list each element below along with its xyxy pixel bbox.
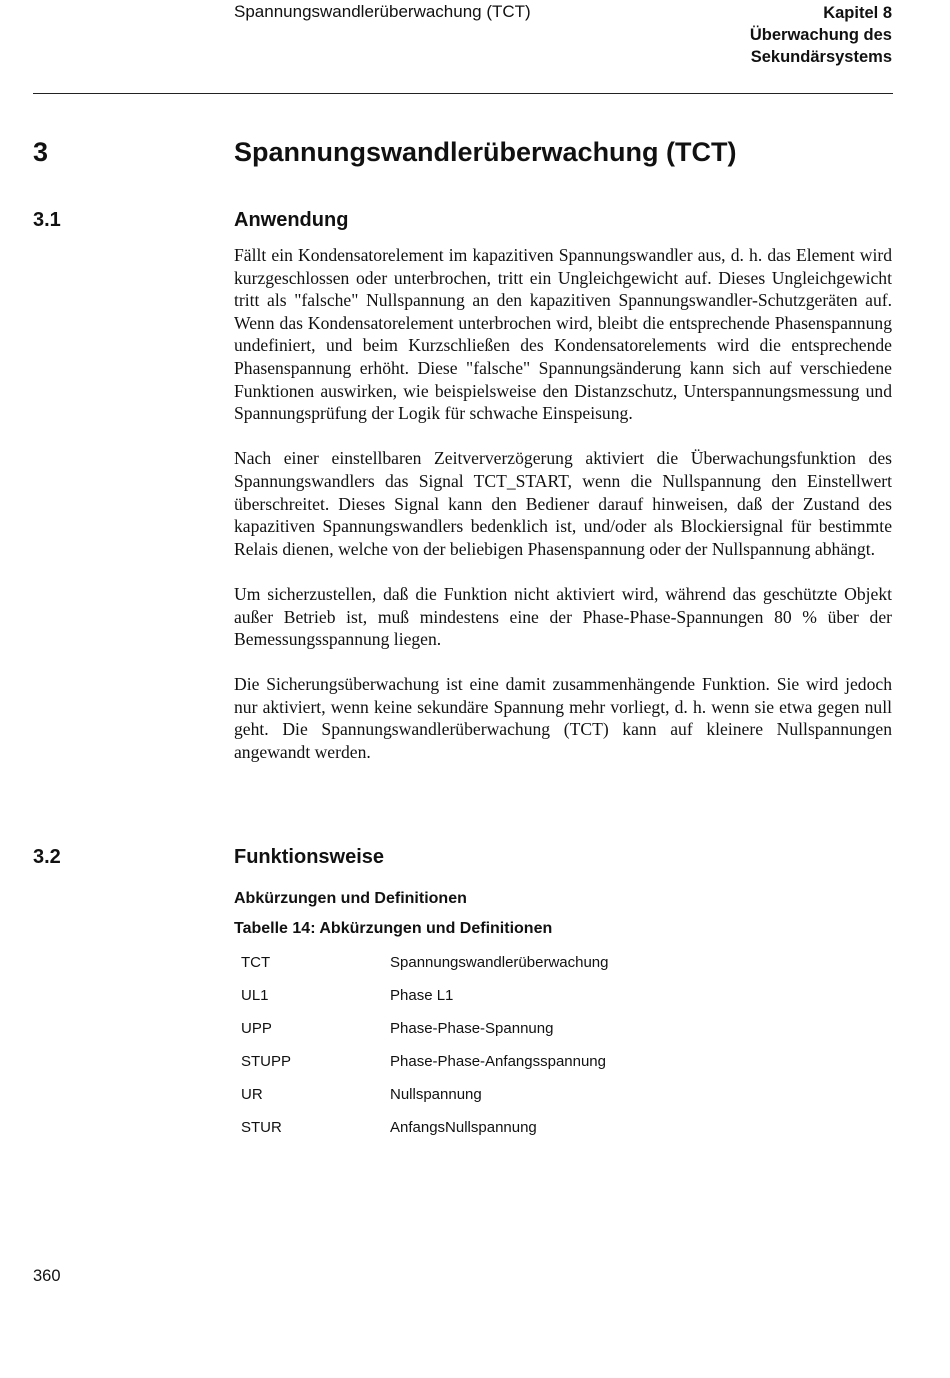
subsection-title-funktionsweise: Funktionsweise [234, 846, 385, 868]
definition-cell: Nullspannung [390, 1086, 482, 1103]
chapter-header [750, 2, 892, 68]
abbr-cell: UR [241, 1086, 263, 1103]
table-row [234, 1086, 609, 1119]
table-caption: Tabelle 14: Abkürzungen und Definitionen [234, 920, 553, 937]
abbreviations-table [234, 954, 609, 1152]
subsection-title-anwendung: Anwendung [234, 209, 349, 231]
page-number: 360 [33, 1267, 61, 1285]
definition-cell: Phase-Phase-Anfangsspannung [390, 1053, 606, 1070]
table-row [234, 954, 609, 987]
abbr-cell: STUPP [241, 1053, 292, 1070]
table-row [234, 1119, 609, 1152]
running-title: Spannungswandlerüberwachung (TCT) [234, 2, 531, 21]
table-row [234, 1053, 609, 1086]
chapter-label: Kapitel 8 [823, 4, 892, 22]
abbr-cell: UL1 [241, 987, 269, 1004]
definitions-subheading: Abkürzungen und Definitionen [234, 890, 467, 907]
abbr-cell: STUR [241, 1119, 282, 1136]
table-row [234, 987, 609, 1020]
anwendung-body [234, 244, 892, 786]
definition-cell: Spannungswandlerüberwachung [390, 954, 609, 971]
subsection-number-3-1: 3.1 [33, 209, 61, 231]
abbr-cell: UPP [241, 1020, 272, 1037]
section-title: Spannungswandlerüberwachung (TCT) [234, 137, 737, 167]
chapter-title-line1: Überwachung des [749, 26, 892, 44]
chapter-title-line2: Sekundärsystems [750, 48, 892, 66]
paragraph: Die Sicherungsüberwachung ist eine damit zusammenhängende Funktion. Sie wird jedoch nur aktiviert, wenn keine sekundäre Spannung mehr vorliegt, d. h. wenn sie etwa gegen null geht. Die Spannungswandlerüberwachung (TCT) kann auf kleinere Nullspannungen angewandt werden. [234, 674, 892, 763]
definition-cell: Phase L1 [390, 987, 454, 1004]
subsection-number-3-2: 3.2 [33, 846, 61, 868]
definition-cell: Phase-Phase-Spannung [390, 1020, 554, 1037]
paragraph: Nach einer einstellbaren Zeitververzögerung aktiviert die Überwachungsfunktion des Spannungswandlers das Signal TCT_START, wenn die Nullspannung den Einstellwert überschreitet. Dieses Signal kann den Bediener darauf hinweisen, daß der Zustand des kapazitiven Spannungswandlers bedenklich ist, und/oder als Blockiersignal für bestimmte Relais dienen, welche von der beliebigen Phasenspannung oder der Nullspannung abhängt. [234, 448, 892, 559]
section-number: 3 [33, 137, 49, 167]
paragraph: Um sicherzustellen, daß die Funktion nicht aktiviert wird, während das geschützte Objekt außer Betrieb ist, muß mindestens eine der Phase-Phase-Spannungen 80 % über der Bemessungsspannung liegen. [234, 583, 892, 650]
abbr-cell: TCT [241, 954, 271, 971]
table-row [234, 1020, 609, 1053]
definition-cell: AnfangsNullspannung [390, 1119, 537, 1136]
header-divider [33, 93, 893, 94]
paragraph: Fällt ein Kondensatorelement im kapazitiven Spannungswandler aus, d. h. das Element wird kurzgeschlossen oder unterbrochen, tritt ein Ungleichgewicht auf. Dieses Ungleichgewicht tritt als "falsche" Nullspannung an den kapazitiven Spannungswandler-Schutzgeräten auf. Wenn das Kondensatorelement unterbrochen wird, bleibt die entsprechende Phasenspannung undefiniert, und beim Kurzschließen des Kondensatorelements wird die entsprechende Phasenspannung erhöht. Diese "falsche" Spannungsänderung kann sich auf verschiedene Funktionen auswirken, wie beispielsweise den Distanzschutz, Unterspannungsmessung und Spannungsprüfung der Logik für schwache Einspeisung. [234, 245, 892, 424]
